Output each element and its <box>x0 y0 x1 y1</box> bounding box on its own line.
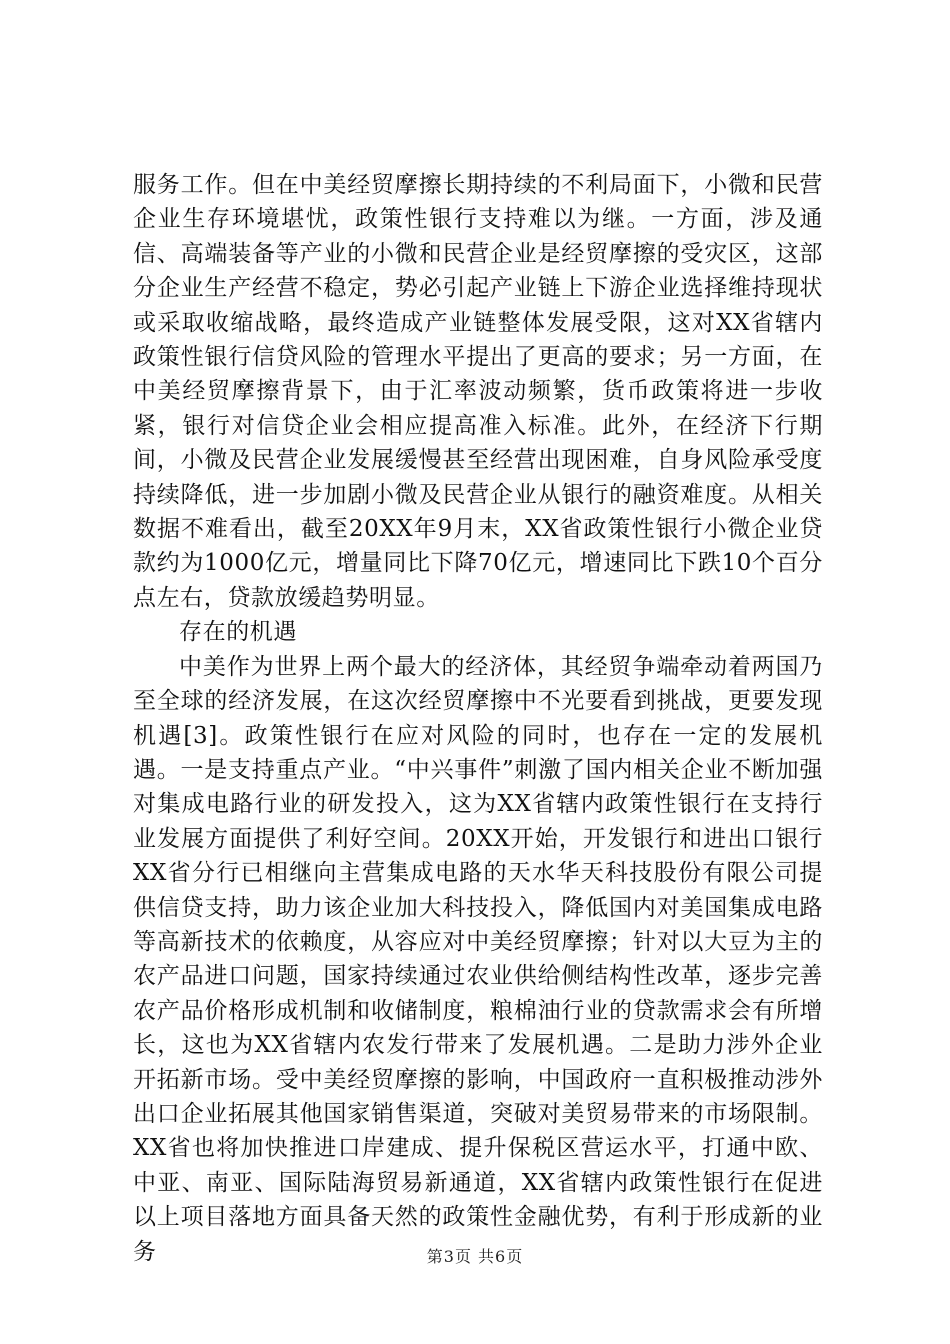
section-heading-opportunities: 存在的机遇 <box>179 619 297 646</box>
page-number-footer: 第3页 共6页 <box>426 1247 524 1266</box>
paragraph-continuation: 服务工作。但在中美经贸摩擦长期持续的不利局面下，小微和民营企业生存环境堪忧，政策性银行支持难以为继。一方面，涉及通信、高端装备等产业的小微和民营企业是经贸摩擦的受灾区，这部分企业生产经营不稳定，势必引起产业链上下游企业选择维持现状或采取收缩战略，最终造成产业链整体发展受限，这对XX省辖内政策性银行信贷风险的管理水平提出了更高的要求；另一方面，在中美经贸摩擦背景下，由于汇率波动频繁，货币政策将进一步收紧，银行对信贷企业会相应提高准入标准。此外，在经济下行期间，小微及民营企业发展缓慢甚至经营出现困难，自身风险承受度持续降低，进一步加剧小微及民营企业从银行的融资难度。从相关数据不难看出，截至20XX年9月末，XX省政策性银行小微企业贷款约为1000亿元，增量同比下降70亿元，增速同比下跌10个百分点左右，贷款放缓趋势明显。 <box>133 172 823 611</box>
paragraph-opportunities: 中美作为世界上两个最大的经济体，其经贸争端牵动着两国乃至全球的经济发展，在这次经贸摩擦中不光要看到挑战，更要发现机遇[3]。政策性银行在应对风险的同时，也存在一定的发展机遇。一是支持重点产业。“中兴事件”刺激了国内相关企业不断加强对集成电路行业的研发投入，这为XX省辖内政策性银行在支持行业发展方面提供了利好空间。20XX开始，开发银行和进出口银行XX省分行已相继向主营集成电路的天水华天科技股份有限公司提供信贷支持，助力该企业加大科技投入，降低国内对美国集成电路等高新技术的依赖度，从容应对中美经贸摩擦；针对以大豆为主的农产品进口问题，国家持续通过农业供给侧结构性改革，逐步完善农产品价格形成机制和收储制度，粮棉油行业的贷款需求会有所增长，这也为XX省辖内农发行带来了发展机遇。二是助力涉外企业开拓新市场。受中美经贸摩擦的影响，中国政府一直积极推动涉外出口企业拓展其他国家销售渠道，突破对美贸易带来的市场限制。XX省也将加快推进口岸建成、提升保税区营运水平，打通中欧、中亚、南亚、国际陆海贸易新通道，XX省辖内政策性银行在促进以上项目落地方面具备天然的政策性金融优势，有利于形成新的业务 <box>133 653 823 1265</box>
document-body <box>133 168 823 1269</box>
